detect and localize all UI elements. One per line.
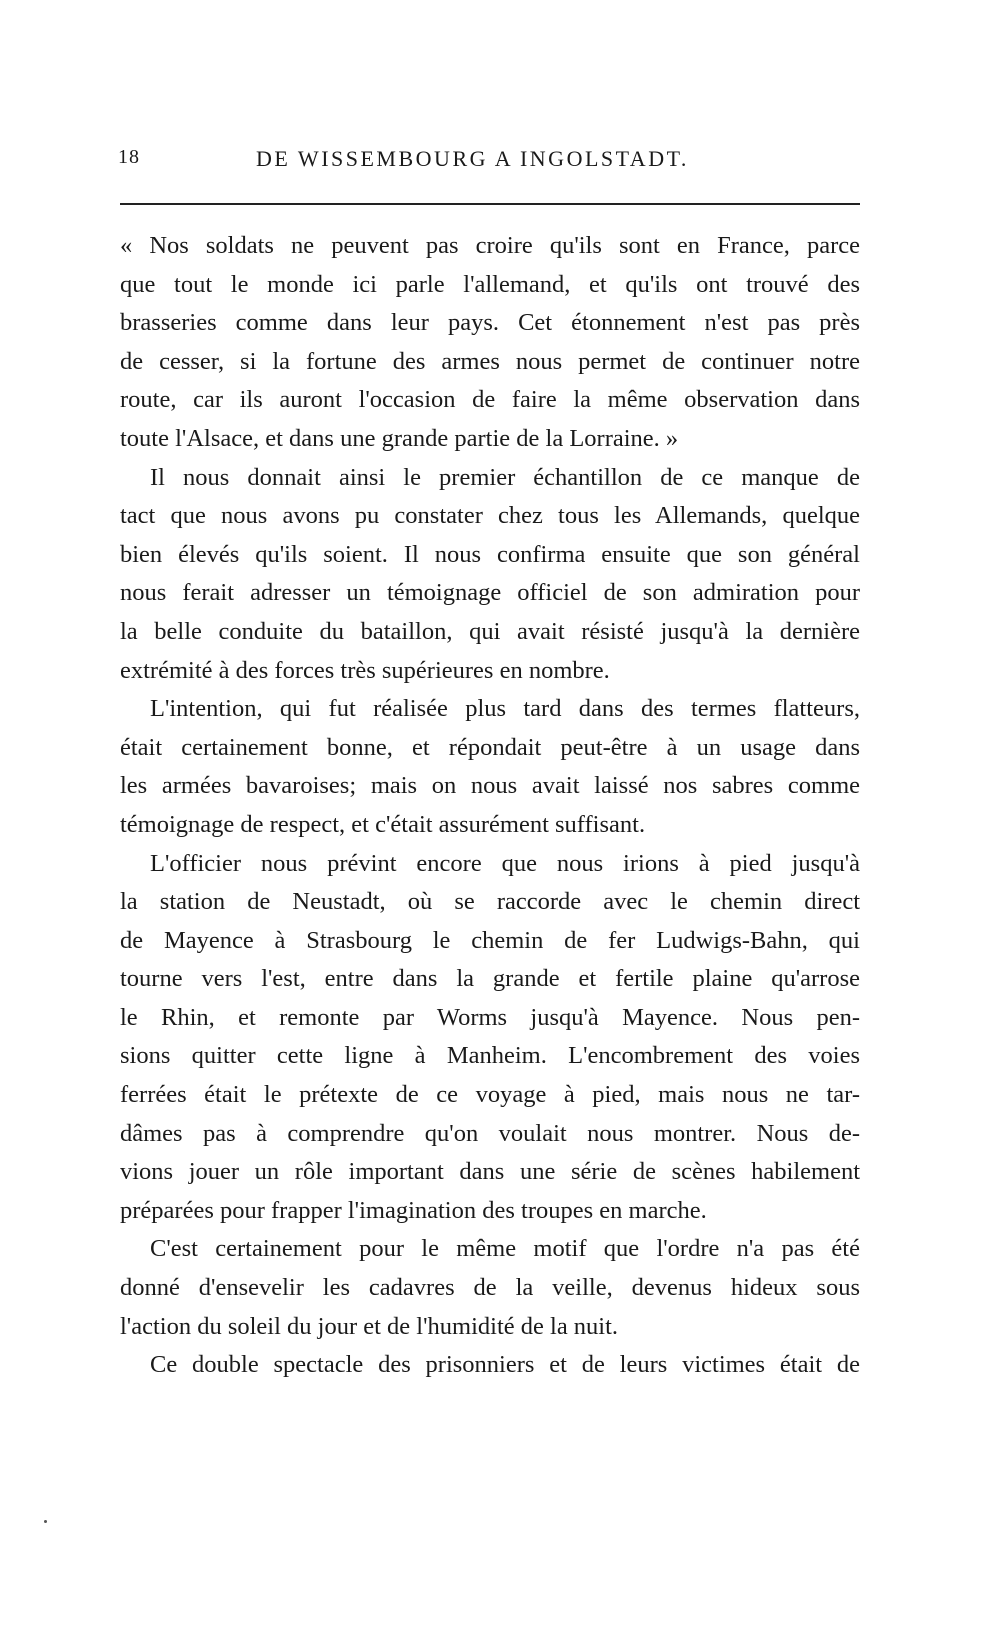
header-rule — [120, 203, 860, 205]
text-line: Ce double spectacle des prisonniers et de leurs victimes était de — [150, 1351, 860, 1379]
text-line: la belle conduite du bataillon, qui avait résisté jusqu'à la dernière — [120, 617, 860, 645]
running-title: DE WISSEMBOURG A INGOLSTADT. — [256, 146, 689, 171]
text-line: préparées pour frapper l'imagination des troupes en marche. — [120, 1196, 707, 1224]
text-line: de Mayence à Strasbourg le chemin de fer Ludwigs-Bahn, qui — [120, 926, 860, 954]
text-line: témoignage de respect, et c'était assurément suffisant. — [120, 810, 646, 838]
text-line: nous ferait adresser un témoignage officiel de son admiration pour — [120, 579, 860, 607]
paper-speck — [44, 1520, 47, 1523]
text-line: L'officier nous prévint encore que nous irions à pied jusqu'à — [150, 849, 860, 877]
text-line: de cesser, si la fortune des armes nous permet de continuer notre — [120, 347, 860, 375]
text-line: route, car ils auront l'occasion de faire la même observation dans — [120, 386, 860, 414]
text-line: dâmes pas à comprendre qu'on voulait nous montrer. Nous de- — [120, 1119, 860, 1147]
text-line: tact que nous avons pu constater chez tous les Allemands, quelque — [120, 502, 860, 530]
text-line: « Nos soldats ne peuvent pas croire qu'ils sont en France, parce — [120, 232, 860, 259]
text-line: était certainement bonne, et répondait peut-être à un usage dans — [120, 733, 860, 761]
text-line: C'est certainement pour le même motif que l'ordre n'a pas été — [150, 1235, 860, 1263]
text-line: donné d'ensevelir les cadavres de la veille, devenus hideux sous — [120, 1274, 860, 1302]
text-line: Il nous donnait ainsi le premier échantillon de ce manque de — [150, 463, 860, 491]
text-line: extrémité à des forces très supérieures en nombre. — [120, 656, 610, 684]
text-line: bien élevés qu'ils soient. Il nous confirma ensuite que son général — [120, 540, 860, 568]
text-line: la station de Neustadt, où se raccorde avec le chemin direct — [120, 888, 860, 916]
running-head — [118, 146, 860, 176]
text-line: L'intention, qui fut réalisée plus tard dans des termes flatteurs, — [150, 695, 860, 723]
text-line: le Rhin, et remonte par Worms jusqu'à Mayence. Nous pen- — [120, 1003, 860, 1031]
text-line: l'action du soleil du jour et de l'humidité de la nuit. — [120, 1312, 619, 1340]
text-line: ferrées était le prétexte de ce voyage à pied, mais nous ne tar- — [120, 1081, 860, 1109]
body-text — [120, 227, 860, 1385]
text-line: les armées bavaroises; mais on nous avait laissé nos sabres comme — [120, 772, 860, 800]
text-line: brasseries comme dans leur pays. Cet étonnement n'est pas près — [120, 309, 860, 337]
page-number: 18 — [118, 146, 140, 168]
text-line: tourne vers l'est, entre dans la grande et fertile plaine qu'arrose — [120, 965, 860, 993]
text-line: que tout le monde ici parle l'allemand, et qu'ils ont trouvé des — [120, 270, 860, 298]
text-line: sions quitter cette ligne à Manheim. L'encombrement des voies — [120, 1042, 860, 1070]
text-line: vions jouer un rôle important dans une série de scènes habilement — [120, 1158, 860, 1186]
text-line: toute l'Alsace, et dans une grande partie de la Lorraine. » — [120, 424, 679, 452]
